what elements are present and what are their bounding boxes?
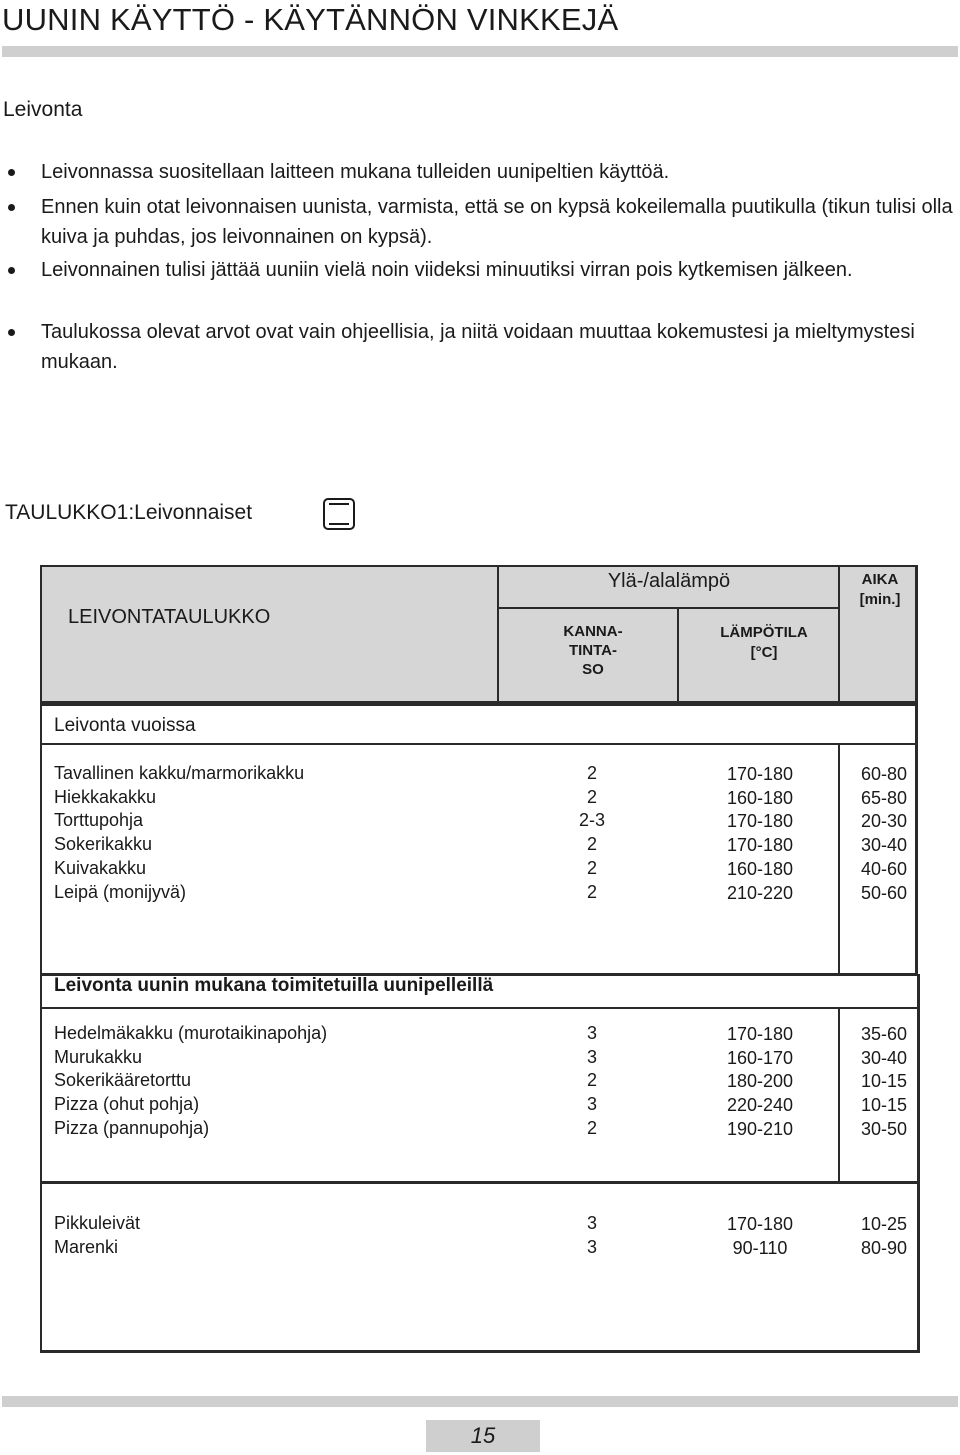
table-cell: 180-200 [726,1071,794,1092]
table-cell: 2 [586,786,597,807]
time-header: AIKA [min.] [859,571,901,608]
shelf-values [562,1022,622,1141]
page-number: 15 [470,1423,496,1448]
title-divider-bar [2,46,958,57]
tip-item: Leivonnassa suositellaan laitteen mukana tulleiden uunipeltien käyttöä. [41,157,956,187]
oven-top-bottom-heat-icon [322,497,356,531]
group-title: Leivonta vuoissa [54,715,196,736]
table-caption: TAULUKKO1:Leivonnaiset [5,501,253,524]
table-cell: 80-90 [860,1237,908,1258]
table-cell: 40-60 [860,858,908,879]
table-cell: Kuivakakku [54,857,147,878]
footer-divider-bar [2,1396,958,1407]
table-cell: 3 [586,1213,597,1233]
table-cell: 65-80 [860,787,908,808]
table-cell: 160-180 [726,858,794,879]
table-cell: 30-50 [860,1118,908,1139]
heating-mode-label: Ylä-/alalämpö [607,570,731,592]
table-cell: 20-30 [860,811,908,832]
table-cell: 160-180 [726,787,794,808]
table-cell: Leipä (monijyvä) [54,881,187,902]
table-cell: Pizza (pannupohja) [54,1117,210,1138]
table-cell: 3 [586,1046,597,1067]
table-cell: 2 [586,1117,597,1138]
table-cell: Pizza (ohut pohja) [54,1094,200,1115]
table-cell: 160-170 [726,1047,794,1068]
table-cell: 170-180 [726,811,794,832]
table-cell: 3 [586,1094,597,1115]
table-cell: 10-15 [860,1095,908,1116]
table-cell: 3 [586,1023,597,1043]
table-cell: Pikkuleivät [54,1213,141,1233]
table-cell: 30-40 [860,1047,908,1068]
table-cell: Sokerikääretorttu [54,1070,192,1091]
shelf-values [562,762,622,904]
time-values [842,763,926,905]
table-cell: 220-240 [726,1095,794,1116]
table-title: LEIVONTATAULUKKO [68,606,271,628]
table-cell: 35-60 [860,1024,908,1044]
table-cell: 170-180 [726,1214,794,1234]
table-cell: Murukakku [54,1046,143,1067]
shelf-header: KANNA- TINTA- SO [563,623,623,678]
table-cell: Hiekkakakku [54,786,157,807]
table-cell: 60-80 [860,764,908,784]
tip-item: Leivonnainen tulisi jättää uuniin vielä noin viideksi minuutiksi virran pois kytkemisen jälkeen. [41,255,956,285]
table-cell: Marenki [54,1236,119,1257]
shelf-values [562,1212,622,1259]
table-cell: 50-60 [860,882,908,903]
table-cell: 30-40 [860,835,908,856]
temperature-values [700,763,820,905]
section-heading: Leivonta [3,98,83,121]
recipe-names [54,1212,140,1259]
table-cell: Tavallinen kakku/marmorikakku [54,763,305,783]
page-title: UUNIN KÄYTTÖ - KÄYTÄNNÖN VINKKEJÄ [2,2,619,37]
table-cell: 2 [586,763,597,783]
table-cell: 2 [586,834,597,855]
table-group-other [40,1182,920,1353]
time-values [842,1213,926,1260]
temperature-values [700,1023,820,1142]
table-cell: 10-25 [860,1214,908,1234]
table-cell: Hedelmäkakku (murotaikinapohja) [54,1023,328,1043]
table-cell: 2 [586,881,597,902]
tip-item: Taulukossa olevat arvot ovat vain ohjeellisia, ja niitä voidaan muuttaa kokemustesi ja mieltymystesi mukaan. [41,317,956,377]
temperature-header: LÄMPÖTILA [°C] [720,624,808,661]
group-title: Leivonta uunin mukana toimitetuilla uunipelleillä [54,975,494,996]
table-cell: 2 [586,857,597,878]
table-cell: 2-3 [578,810,605,831]
table-cell: 3 [586,1236,597,1257]
recipe-names [54,762,304,904]
table-cell: 210-220 [726,882,794,903]
table-cell: 170-180 [726,835,794,856]
tip-item: Ennen kuin otat leivonnaisen uunista, varmista, että se on kypsä kokeilemalla puutikulla (tikun tulisi olla kuiva ja puhdas, jos leivonnainen on kypsä). [41,192,956,252]
table-cell: 2 [586,1070,597,1091]
table-cell: 170-180 [726,1024,794,1044]
table-cell: Sokerikakku [54,834,153,855]
table-cell: Torttupohja [54,810,144,831]
table-cell: 10-15 [860,1071,908,1092]
table-cell: 190-210 [726,1118,794,1139]
table-cell: 90-110 [732,1237,788,1258]
time-values [842,1023,926,1142]
temperature-values [700,1213,820,1260]
table-cell: 170-180 [726,764,794,784]
recipe-names [54,1022,327,1141]
